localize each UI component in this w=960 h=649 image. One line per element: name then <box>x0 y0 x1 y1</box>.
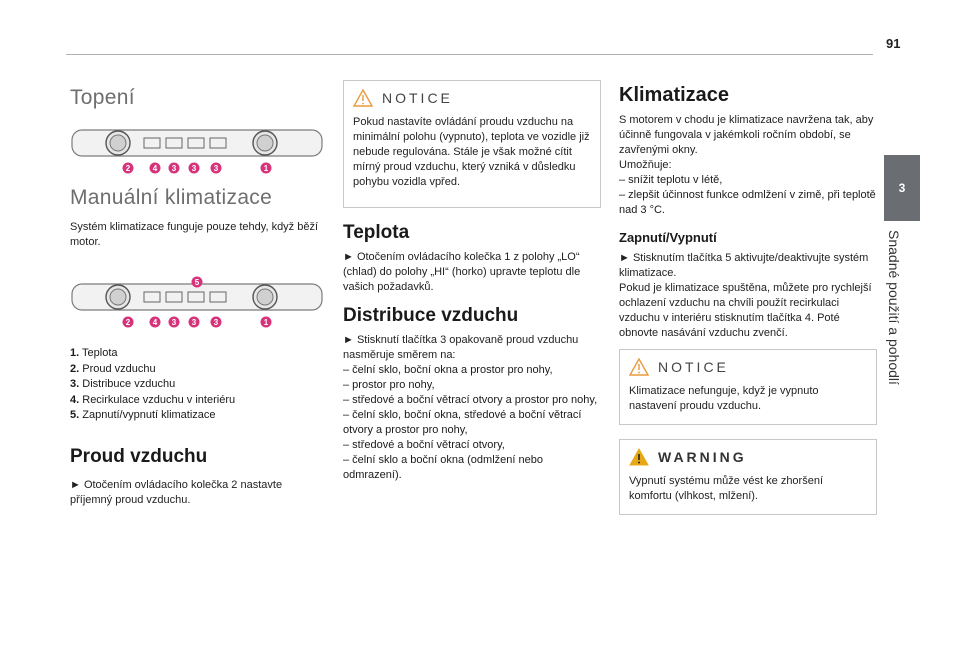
svg-text:3: 3 <box>191 318 197 327</box>
column-middle <box>343 80 601 483</box>
ac-enables: Umožňuje: <box>619 159 672 171</box>
control-panel-illustration-1 <box>70 128 325 173</box>
svg-text:1: 1 <box>263 164 269 173</box>
svg-text:5: 5 <box>194 278 200 287</box>
callout-marker <box>189 163 200 174</box>
chapter-tab[interactable] <box>884 155 920 221</box>
onoff-text: ► Stisknutím tlačítka 5 aktivujte/deaktivujte systém klimatizace. <box>619 252 869 279</box>
legend-item: 2. Proud vzduchu <box>70 362 156 375</box>
callout-marker <box>123 163 134 174</box>
callout-marker <box>169 163 180 174</box>
callout-marker <box>189 317 200 328</box>
temperature-title: Teplota <box>343 222 410 243</box>
list-item: – čelní sklo, boční okna, středové a boční větrací otvory a prostor pro nohy, <box>343 409 582 436</box>
list-item: – čelní sklo a boční okna (odmlžení nebo odmrazení). <box>343 454 543 481</box>
list-item: – zlepšit účinnost funkce odmlžení v zimě, při teplotě nad 3 °C. <box>619 189 876 216</box>
notice-box <box>343 80 601 208</box>
ac-text: S motorem v chodu je klimatizace navržena tak, aby účinně fungovala v jakémkoli ročním období, se zavřenými okny. <box>619 114 874 156</box>
list-item: – středové a boční větrací otvory a prostor pro nohy, <box>343 394 598 406</box>
distribution-list <box>343 363 601 483</box>
callout-marker <box>150 163 161 174</box>
temperature-text: ► Otočením ovládacího kolečka 1 z polohy „LO“ (chlad) do polohy „HI“ (horko) upravte teplotu dle vašich požadavků. <box>343 251 581 293</box>
ac-title: Klimatizace <box>619 84 730 106</box>
callout-marker <box>211 163 222 174</box>
onoff-text-2: Pokud je klimatizace spuštěna, můžete pro rychlejší ochlazení vzduchu na chvíli použít recirkulaci vzduchu v interiéru stisknutím tlačítka 4. Poté obnovte nasávání vzduchu zvenčí. <box>619 282 872 339</box>
heating-title: Topení <box>70 86 135 109</box>
onoff-title: Zapnutí/Vypnutí <box>619 230 717 245</box>
column-left <box>70 80 325 508</box>
callout-marker <box>123 317 134 328</box>
svg-text:4: 4 <box>152 164 158 173</box>
airflow-text: ► Otočením ovládacího kolečka 2 nastavte příjemný proud vzduchu. <box>70 478 283 506</box>
svg-text:3: 3 <box>191 164 197 173</box>
callout-marker <box>261 317 272 328</box>
distribution-intro: ► Stisknutí tlačítka 3 opakovaně proud vzduchu nasměruje směrem na: <box>343 334 579 361</box>
svg-text:2: 2 <box>125 164 131 173</box>
svg-text:3: 3 <box>171 318 177 327</box>
list-item: – prostor pro nohy, <box>343 379 435 391</box>
control-panel-illustration-2 <box>70 276 325 327</box>
svg-text:3: 3 <box>213 164 219 173</box>
svg-text:1: 1 <box>263 318 269 327</box>
list-item: – snížit teplotu v létě, <box>619 174 723 186</box>
page-number: 91 <box>886 36 901 51</box>
column-right <box>619 80 877 515</box>
svg-text:4: 4 <box>152 318 158 327</box>
callout-marker <box>150 317 161 328</box>
distribution-title: Distribuce vzduchu <box>343 305 519 326</box>
notice-label: NOTICE <box>658 359 729 375</box>
top-rule <box>66 54 873 55</box>
chapter-number: 3 <box>898 181 906 195</box>
notice-text: Pokud nastavíte ovládání proudu vzduchu na minimální polohu (vypnuto), teplota ve vozidle již nebude regulována. Stále je však možné cítit mírný proud vzduchu, který vzniká v důsledku pohybu vozidla vpřed. <box>353 116 590 188</box>
svg-text:2: 2 <box>125 318 131 327</box>
notice-label: NOTICE <box>382 90 453 106</box>
callout-marker <box>169 317 180 328</box>
list-item: – čelní sklo, boční okna a prostor pro nohy, <box>343 364 553 376</box>
notice-text: Klimatizace nefunguje, když je vypnuto nastavení proudu vzduchu. <box>629 385 819 412</box>
warning-triangle-icon <box>629 448 649 466</box>
notice-triangle-icon <box>629 358 649 376</box>
control-panel-drawing <box>70 276 325 328</box>
callout-marker <box>192 277 203 288</box>
chapter-title: Snadné použití a pohodlí <box>886 230 902 385</box>
legend-list <box>70 346 325 424</box>
legend-item: 4. Recirkulace vzduchu v interiéru <box>70 393 236 406</box>
notice-triangle-icon <box>353 89 373 107</box>
legend-item: 3. Distribuce vzduchu <box>70 378 176 390</box>
legend-item: 1. Teplota <box>70 347 118 359</box>
notice-box <box>619 349 877 425</box>
warning-label: WARNING <box>658 449 747 465</box>
manual-ac-text: Systém klimatizace funguje pouze tehdy, když běží motor. <box>70 221 319 248</box>
control-panel-drawing <box>70 128 325 180</box>
airflow-title: Proud vzduchu <box>70 445 208 467</box>
manual-ac-title: Manuální klimatizace <box>70 186 273 209</box>
svg-text:3: 3 <box>213 318 219 327</box>
callout-marker <box>261 163 272 174</box>
svg-text:3: 3 <box>171 164 177 173</box>
warning-box <box>619 439 877 515</box>
legend-item: 5. Zapnutí/vypnutí klimatizace <box>70 409 216 421</box>
list-item: – středové a boční větrací otvory, <box>343 439 505 451</box>
warning-text: Vypnutí systému může vést ke zhoršení komfortu (vlhkost, mlžení). <box>629 475 824 502</box>
callout-marker <box>211 317 222 328</box>
